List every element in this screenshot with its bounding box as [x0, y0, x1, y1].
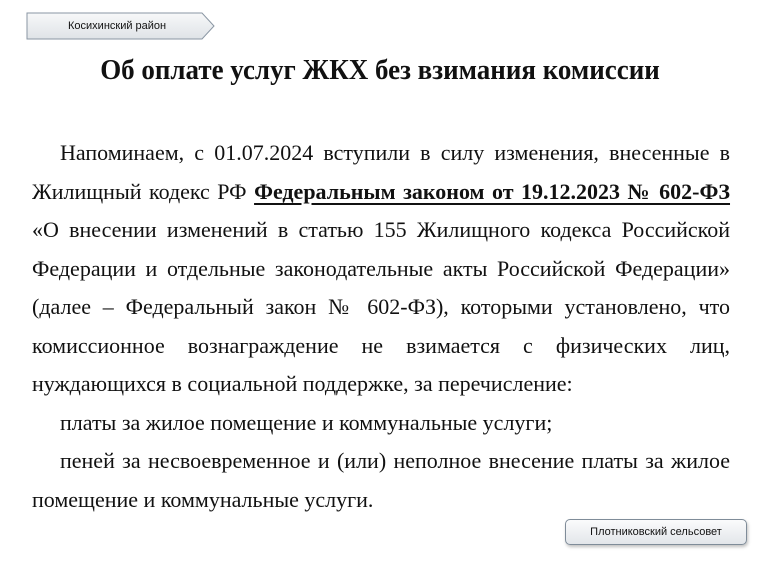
intro-rest-text: «О внесении изменений в статью 155 Жилищного кодекса Российской Федерации и отдельные законодательные акты Российской Федерации» (далее – Федеральный закон № 602-ФЗ), которыми установлено, что комиссионное вознаграждение не взимается с физических лиц, нуждающихся в социальной поддержке, за перечисление:	[32, 217, 730, 396]
list-item-fee: платы за жилое помещение и коммунальные услуги;	[60, 409, 553, 435]
list-item-penalty: пеней за несвоевременное и (или) неполное внесение платы за жилое помещение и коммунальные услуги.	[32, 448, 730, 512]
document-body	[32, 134, 730, 519]
page-title: Об оплате услуг ЖКХ без взимания комиссии	[100, 54, 660, 86]
law-reference: Федеральным законом от 19.12.2023 № 602-ФЗ	[254, 178, 731, 204]
district-tab	[26, 12, 214, 40]
organization-badge: Плотниковский сельсовет	[565, 519, 747, 545]
intro-lead-text: Напоминаем, с 01.07.2024 вступили в силу изменения, внесенные в Жилищный кодекс РФ	[32, 140, 730, 204]
district-label: Косихинский район	[68, 20, 167, 32]
intro-paragraph	[32, 134, 730, 404]
